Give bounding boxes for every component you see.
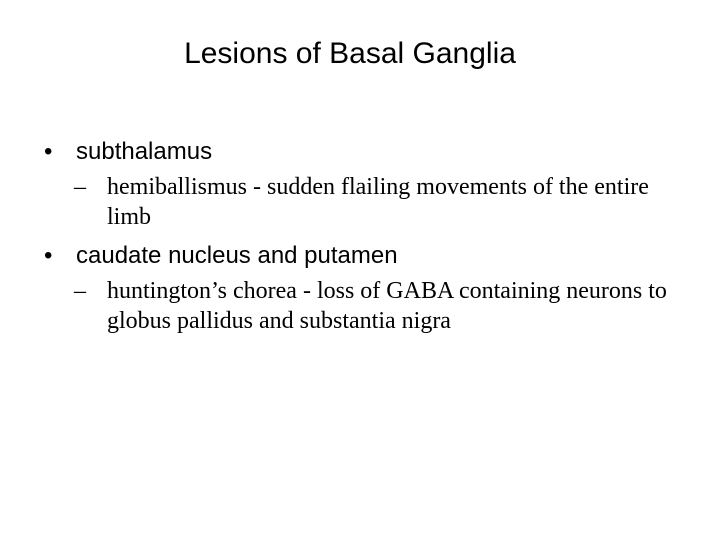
- bullet-text: caudate nucleus and putamen: [76, 242, 398, 269]
- bullet-marker: •: [44, 138, 53, 165]
- sub-bullet-text: huntington’s chorea - loss of GABA containing neurons to globus pallidus and substantia nigra: [107, 278, 667, 334]
- slide-body: [40, 132, 680, 340]
- sub-bullet-item-hemiballismus: [40, 172, 680, 232]
- dash-marker: –: [74, 174, 86, 200]
- sub-bullet-item-huntingtons: [40, 276, 680, 336]
- dash-marker: –: [74, 278, 86, 304]
- bullet-item-subthalamus: [40, 132, 680, 172]
- slide-title: Lesions of Basal Ganglia: [184, 37, 516, 70]
- bullet-marker: •: [44, 242, 53, 269]
- bullet-text: subthalamus: [76, 138, 213, 165]
- bullet-item-caudate-putamen: [40, 236, 680, 276]
- sub-bullet-text: hemiballismus - sudden flailing movements of the entire limb: [107, 174, 649, 230]
